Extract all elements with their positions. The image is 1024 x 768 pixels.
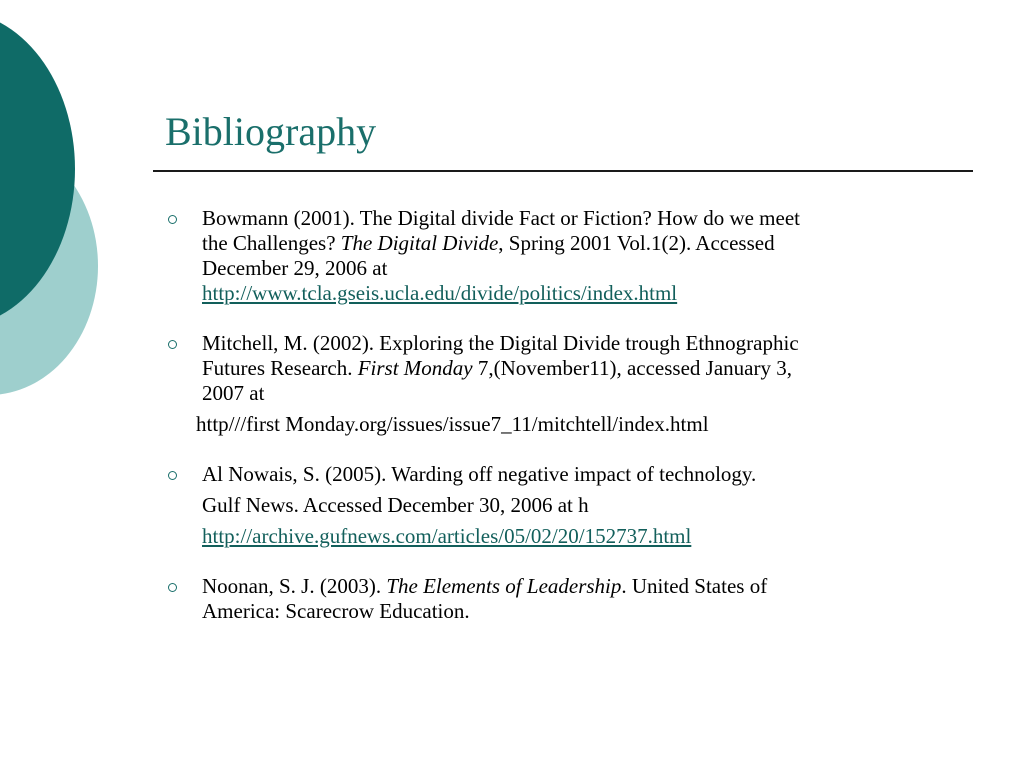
book-title: The Elements of Leadership <box>386 574 622 598</box>
reference-item-bowmann <box>160 206 950 306</box>
reference-text: Noonan, S. J. (2003). <box>202 574 387 598</box>
reference-line <box>202 281 950 306</box>
reference-line <box>202 356 950 381</box>
journal-title: First Monday <box>357 356 473 380</box>
reference-line: America: Scarecrow Education. <box>202 599 470 623</box>
reference-list <box>160 206 950 624</box>
reference-item-noonan <box>160 574 950 624</box>
reference-text: , Spring 2001 Vol.1(2). Accessed <box>498 231 775 255</box>
journal-title: The Digital Divide <box>340 231 499 255</box>
reference-text: 7,(November11), accessed January 3, <box>472 356 792 380</box>
hollow-circle-bullet-icon <box>168 340 177 349</box>
reference-text: . United States of <box>621 574 768 598</box>
reference-item-al-nowais <box>160 462 950 549</box>
reference-line <box>202 524 950 549</box>
reference-line: Gulf News. Accessed December 30, 2006 at h <box>202 493 589 517</box>
reference-line: Al Nowais, S. (2005). Warding off negative impact of technology. <box>202 462 757 486</box>
hollow-circle-bullet-icon <box>168 215 177 224</box>
reference-url-link[interactable]: http://archive.gufnews.com/articles/05/02/20/152737.html <box>202 524 692 548</box>
slide-title: Bibliography <box>165 109 377 154</box>
reference-line: Mitchell, M. (2002). Exploring the Digital Divide trough Ethnographic <box>202 331 799 355</box>
hollow-circle-bullet-icon <box>168 583 177 592</box>
hollow-circle-bullet-icon <box>168 471 177 480</box>
reference-item-mitchell <box>160 331 950 437</box>
reference-line <box>202 574 950 599</box>
reference-url-link[interactable]: http://www.tcla.gseis.ucla.edu/divide/politics/index.html <box>202 281 678 305</box>
reference-line: 2007 at <box>202 381 265 405</box>
reference-url-text: http///first Monday.org/issues/issue7_11/mitchtell/index.html <box>196 412 709 436</box>
reference-line: December 29, 2006 at <box>202 256 388 280</box>
reference-text: Futures Research. <box>202 356 358 380</box>
reference-line <box>202 231 950 256</box>
reference-line: Bowmann (2001). The Digital divide Fact or Fiction? How do we meet <box>202 206 800 230</box>
reference-text: the Challenges? <box>202 231 341 255</box>
title-divider <box>153 170 973 172</box>
